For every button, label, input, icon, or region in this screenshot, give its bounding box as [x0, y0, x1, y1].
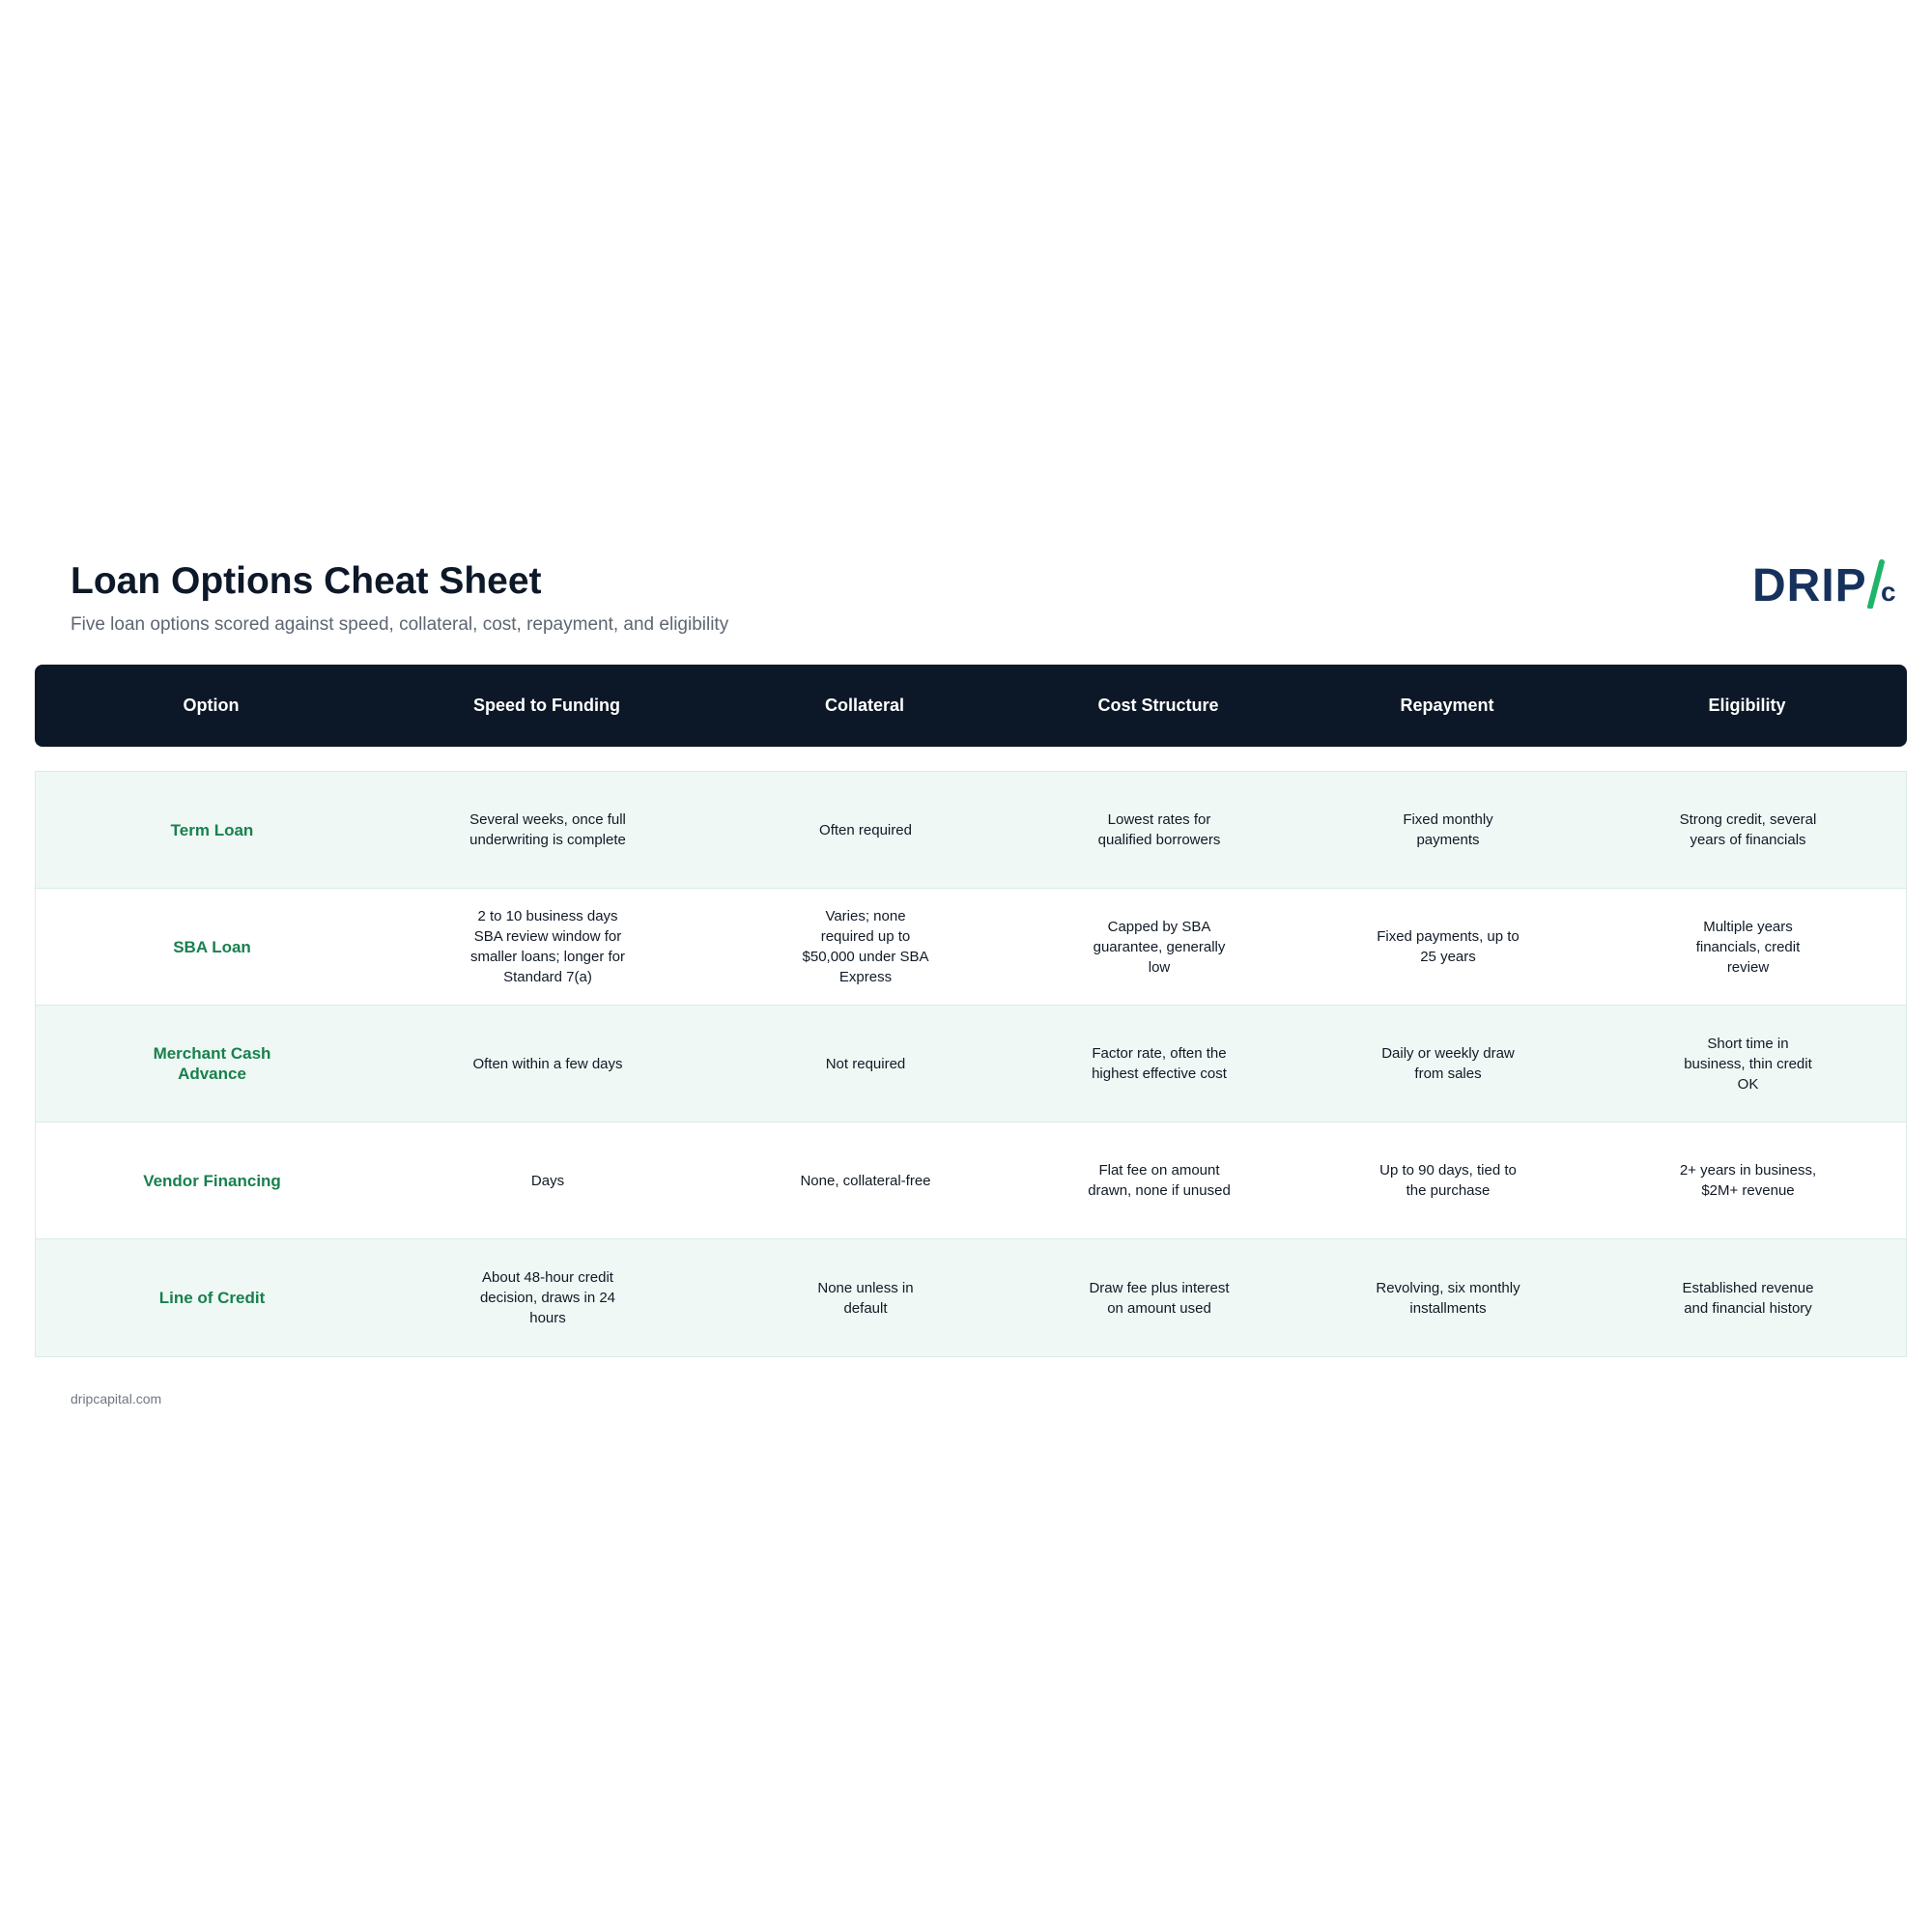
column-header-speed: Speed to Funding: [473, 696, 620, 715]
table-row: [36, 772, 1906, 889]
option-name: SBA Loan: [173, 937, 251, 956]
cost-cell: Draw fee plus interest on amount used: [1089, 1279, 1230, 1317]
speed-cell: Several weeks, once full underwriting is complete: [469, 811, 626, 848]
table-row: [36, 889, 1906, 1006]
cost-cell: Factor rate, often the highest effective cost: [1092, 1045, 1227, 1082]
speed-cell: Often within a few days: [472, 1055, 623, 1072]
speed-cell: Days: [530, 1172, 565, 1189]
table-row: [36, 1122, 1906, 1239]
option-name: Merchant Cash Advance: [153, 1044, 271, 1083]
repayment-cell: Fixed monthly payments: [1403, 811, 1493, 848]
page-title: Loan Options Cheat Sheet: [71, 560, 542, 602]
cost-cell: Lowest rates for qualified borrowers: [1097, 811, 1221, 848]
column-header-eligibility: Eligibility: [1708, 696, 1786, 715]
cost-cell: Capped by SBA guarantee, generally low: [1093, 918, 1226, 976]
repayment-cell: Revolving, six monthly installments: [1376, 1279, 1520, 1317]
option-name: Vendor Financing: [143, 1171, 281, 1190]
column-header-cost: Cost Structure: [1097, 696, 1219, 715]
collateral-cell: Varies; none required up to $50,000 under SBA Express: [802, 908, 929, 985]
table-header: [35, 665, 1907, 747]
svg-text:c: c: [1881, 577, 1896, 607]
footer-site-link[interactable]: dripcapital.com: [71, 1391, 162, 1406]
column-header-repayment: Repayment: [1400, 696, 1494, 715]
column-header-option: Option: [183, 696, 240, 715]
column-header-collateral: Collateral: [824, 696, 905, 715]
repayment-cell: Daily or weekly draw from sales: [1381, 1045, 1515, 1082]
eligibility-cell: Strong credit, several years of financials: [1679, 811, 1817, 848]
option-name: Line of Credit: [158, 1289, 266, 1307]
table-row: [36, 1006, 1906, 1122]
option-name: Term Loan: [170, 820, 254, 839]
eligibility-cell: Short time in business, thin credit OK: [1684, 1035, 1812, 1093]
collateral-cell: Often required: [819, 821, 912, 838]
cost-cell: Flat fee on amount drawn, none if unused: [1088, 1162, 1231, 1199]
speed-cell: 2 to 10 business days SBA review window for smaller loans; longer for Standard 7(a): [469, 908, 626, 985]
svg-text:DRIP: DRIP: [1752, 560, 1867, 609]
collateral-cell: None unless in default: [817, 1279, 914, 1317]
eligibility-cell: Multiple years financials, credit review: [1695, 918, 1801, 976]
collateral-cell: None, collateral-free: [800, 1172, 931, 1189]
speed-cell: About 48-hour credit decision, draws in 24 hours: [479, 1269, 616, 1326]
repayment-cell: Up to 90 days, tied to the purchase: [1379, 1162, 1517, 1199]
collateral-cell: Not required: [825, 1055, 906, 1072]
table-row: [36, 1239, 1906, 1356]
page-subtitle: Five loan options scored against speed, collateral, cost, repayment, and eligibility: [71, 614, 729, 635]
repayment-cell: Fixed payments, up to 25 years: [1377, 928, 1520, 965]
eligibility-cell: Established revenue and financial history: [1682, 1279, 1814, 1317]
eligibility-cell: 2+ years in business, $2M+ revenue: [1679, 1162, 1817, 1199]
drip-capital-logo-icon: [1752, 558, 1897, 609]
loan-options-table: [35, 771, 1907, 1357]
